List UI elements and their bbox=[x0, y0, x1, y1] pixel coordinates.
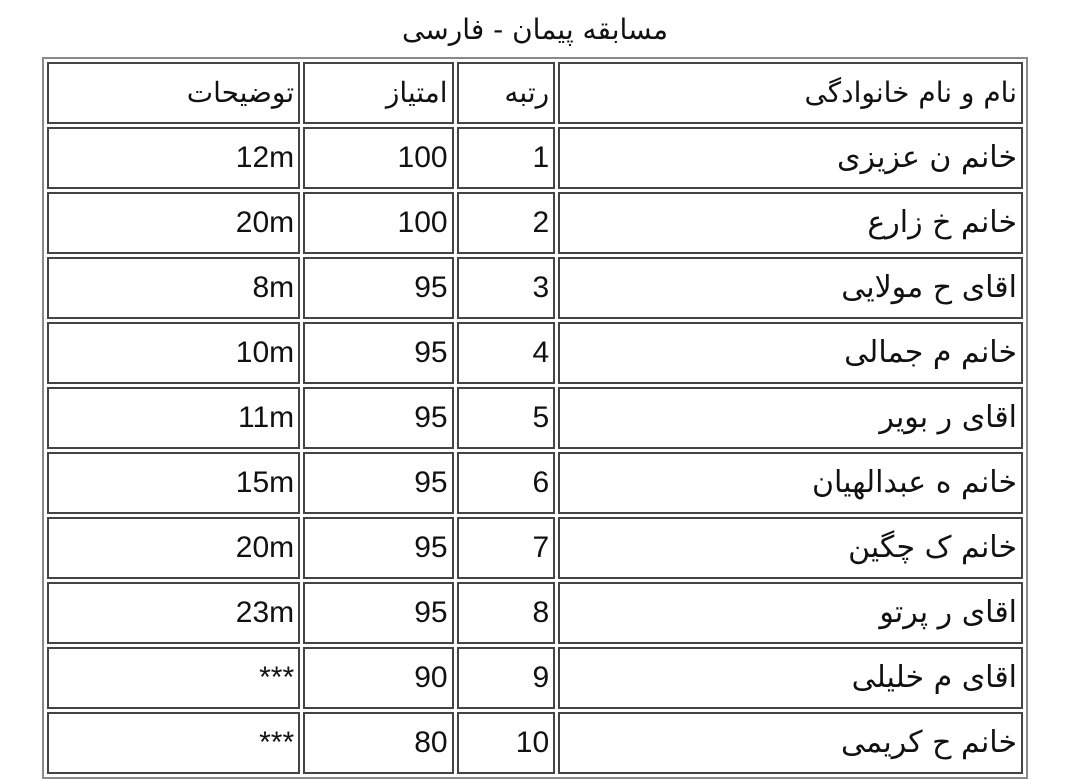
cell-rank: 4 bbox=[457, 322, 556, 384]
table-row bbox=[47, 387, 1023, 449]
cell-rank: 6 bbox=[457, 452, 556, 514]
cell-notes: 20m bbox=[47, 517, 300, 579]
cell-name: خانم ح کریمی bbox=[558, 712, 1023, 774]
cell-name: خانم ن عزیزی bbox=[558, 127, 1023, 189]
cell-score: 80 bbox=[303, 712, 453, 774]
cell-score: 90 bbox=[303, 647, 453, 709]
header-score: امتیاز bbox=[303, 62, 453, 124]
table-row bbox=[47, 257, 1023, 319]
cell-notes: 8m bbox=[47, 257, 300, 319]
cell-score: 100 bbox=[303, 192, 453, 254]
cell-name: اقای م خلیلی bbox=[558, 647, 1023, 709]
table-row bbox=[47, 452, 1023, 514]
header-name: نام و نام خانوادگی bbox=[558, 62, 1023, 124]
cell-name: خانم خ زارع bbox=[558, 192, 1023, 254]
cell-name: اقای ح مولایی bbox=[558, 257, 1023, 319]
header-rank: رتبه bbox=[457, 62, 556, 124]
cell-notes: 10m bbox=[47, 322, 300, 384]
cell-rank: 2 bbox=[457, 192, 556, 254]
table-body bbox=[47, 62, 1023, 774]
cell-name: خانم ک چگین bbox=[558, 517, 1023, 579]
header-notes: توضیحات bbox=[47, 62, 300, 124]
cell-name: اقای ر پرتو bbox=[558, 582, 1023, 644]
cell-score: 95 bbox=[303, 257, 453, 319]
cell-name: خانم ه عبدالهیان bbox=[558, 452, 1023, 514]
cell-score: 95 bbox=[303, 387, 453, 449]
cell-rank: 9 bbox=[457, 647, 556, 709]
cell-name: خانم م جمالی bbox=[558, 322, 1023, 384]
table-row bbox=[47, 322, 1023, 384]
cell-score: 95 bbox=[303, 582, 453, 644]
cell-rank: 5 bbox=[457, 387, 556, 449]
table-row bbox=[47, 127, 1023, 189]
cell-rank: 8 bbox=[457, 582, 556, 644]
table-row bbox=[47, 517, 1023, 579]
results-table bbox=[42, 57, 1028, 779]
cell-rank: 1 bbox=[457, 127, 556, 189]
cell-score: 95 bbox=[303, 452, 453, 514]
cell-notes: 11m bbox=[47, 387, 300, 449]
cell-notes: 20m bbox=[47, 192, 300, 254]
cell-rank: 3 bbox=[457, 257, 556, 319]
table-row bbox=[47, 582, 1023, 644]
table-row bbox=[47, 647, 1023, 709]
table-row bbox=[47, 712, 1023, 774]
cell-notes: *** bbox=[47, 712, 300, 774]
cell-score: 95 bbox=[303, 322, 453, 384]
cell-notes: *** bbox=[47, 647, 300, 709]
table-row bbox=[47, 192, 1023, 254]
cell-notes: 12m bbox=[47, 127, 300, 189]
cell-rank: 7 bbox=[457, 517, 556, 579]
cell-score: 100 bbox=[303, 127, 453, 189]
table-header-row bbox=[47, 62, 1023, 124]
cell-score: 95 bbox=[303, 517, 453, 579]
cell-notes: 15m bbox=[47, 452, 300, 514]
cell-rank: 10 bbox=[457, 712, 556, 774]
cell-name: اقای ر بویر bbox=[558, 387, 1023, 449]
page-title: مسابقه پیمان - فارسی bbox=[401, 13, 669, 46]
cell-notes: 23m bbox=[47, 582, 300, 644]
